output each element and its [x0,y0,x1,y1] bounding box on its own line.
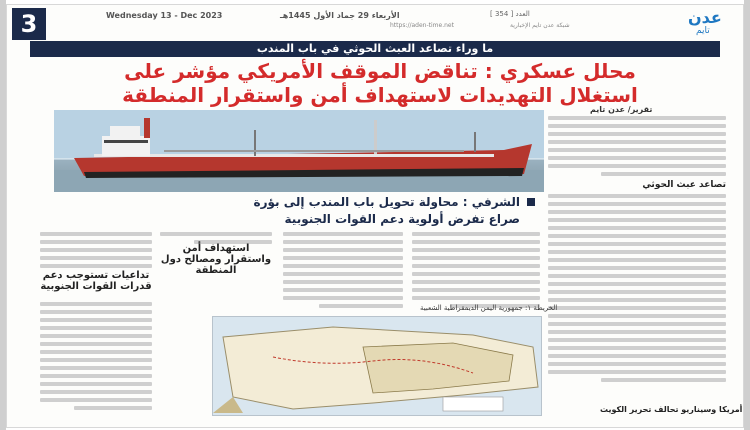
byline: تقرير/ عدن تايم [590,105,653,114]
text-column-c [283,232,403,312]
section-heading-left: تداعيات تستوجب دعم قدرات القوات الجنوبية [40,270,152,292]
page-number: 3 [12,8,46,40]
tagline: شبكة عدن تايم الإخبارية [510,22,570,29]
date-gregorian: Wednesday 13 - Dec 2023 [106,11,223,20]
subheadline-line-2: صراع تفرض أولوية دعم القوات الجنوبية [284,212,520,226]
logo-text: عدن [688,8,722,27]
text-column-right [548,116,726,416]
kicker-banner: ما وراء تصاعد العبث الحوثي في باب المندب [30,41,720,57]
ship-photo [54,110,544,192]
masthead [10,8,740,38]
text-column-d [412,232,540,314]
logo-sub: تايم [696,26,710,36]
logo [688,8,736,40]
website-url: https://aden-time.net [390,22,454,29]
subheadline-line-1: الشرفي : محاولة تحويل باب المندب إلى بؤرة [253,195,520,209]
scan-border-right [744,0,750,430]
section-heading-mid: استهداف أمن واستقرار ومصالح دول المنطقة [160,243,272,276]
yemen-map [213,317,542,416]
issue-number: العدد [ 354 ] [490,10,530,18]
headline-line-2: استغلال التهديدات لاستهداف أمن واستقرار المنطقة [122,83,638,107]
headline-line-1: محلل عسكري : تناقض الموقف الأمريكي مؤشر على [124,59,636,83]
section-heading-right: تصاعد عبث الحوثي [642,180,726,190]
map-figure [212,316,542,416]
ship-illustration [54,110,544,192]
date-hijri: الأربعاء 29 جماد الأول 1445هـ [280,11,400,20]
section-heading-footer: أمريكا وسيناريو تحالف تحرير الكويت [600,405,743,414]
map-caption: الخريطة ١: جمهورية اليمن الديمقراطية الشعبية [420,304,558,312]
subhead-bullet [527,198,535,206]
text-column-a [40,232,152,416]
